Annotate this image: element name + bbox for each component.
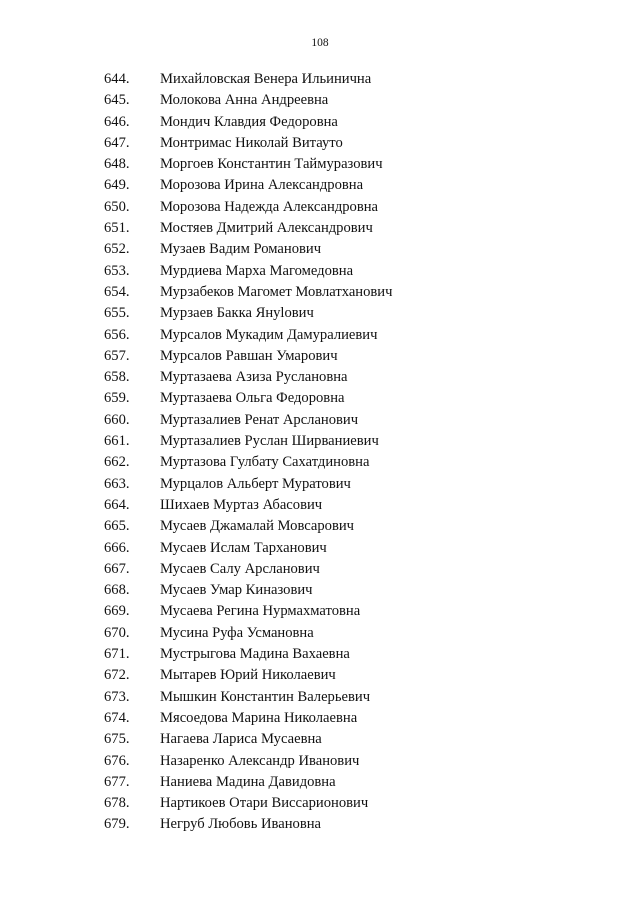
- entry-name: Назаренко Александр Иванович: [160, 752, 360, 769]
- list-item: [0, 154, 640, 175]
- entry-name: Муртазалиев Ренат Арсланович: [160, 411, 359, 428]
- entry-number: 667.: [104, 560, 130, 577]
- entry-name: Мусаев Джамалай Мовсарович: [160, 518, 355, 535]
- list-item: [0, 410, 640, 431]
- list-item: [0, 239, 640, 260]
- entry-name: Мурзаев Бакка Януlович: [160, 305, 314, 322]
- list-item: [0, 69, 640, 90]
- entry-number: 666.: [104, 539, 130, 556]
- entry-number: 678.: [104, 795, 130, 812]
- entry-name: Музаев Вадим Романович: [160, 241, 322, 258]
- entry-name: Наниева Мадина Давидовна: [160, 773, 336, 790]
- entry-number: 668.: [104, 582, 130, 599]
- list-item: [0, 261, 640, 282]
- list-item: [0, 814, 640, 835]
- list-item: [0, 388, 640, 409]
- entry-number: 676.: [104, 752, 130, 769]
- entry-name: Морозова Ирина Александровна: [160, 177, 364, 194]
- entry-number: 645.: [104, 92, 130, 109]
- list-item: [0, 687, 640, 708]
- entry-name: Мясоедова Марина Николаевна: [160, 709, 358, 726]
- list-item: [0, 580, 640, 601]
- entry-name: Шихаев Муртаз Абасович: [160, 496, 323, 513]
- entry-number: 679.: [104, 816, 130, 833]
- page-number: 108: [311, 37, 329, 49]
- list-item: [0, 452, 640, 473]
- list-item: [0, 559, 640, 580]
- entry-number: 665.: [104, 518, 130, 535]
- entry-name: Муртазаева Азиза Руслановна: [160, 369, 348, 386]
- entry-name: Мусина Руфа Усмановна: [160, 624, 314, 641]
- entry-number: 670.: [104, 624, 130, 641]
- entry-number: 653.: [104, 262, 130, 279]
- entry-number: 649.: [104, 177, 130, 194]
- entry-name: Мусаев Салу Арсланович: [160, 560, 320, 577]
- entry-name: Морозова Надежда Александровна: [160, 198, 379, 215]
- list-item: [0, 431, 640, 452]
- entry-name: Муртазаева Ольга Федоровна: [160, 390, 345, 407]
- entry-number: 660.: [104, 411, 130, 428]
- entry-number: 652.: [104, 241, 130, 258]
- list-item: [0, 282, 640, 303]
- list-item: [0, 708, 640, 729]
- list-item: [0, 772, 640, 793]
- list-item: [0, 303, 640, 324]
- list-item: [0, 729, 640, 750]
- name-list: [0, 69, 640, 836]
- entry-name: Мышкин Константин Валерьевич: [160, 688, 371, 705]
- entry-number: 671.: [104, 646, 130, 663]
- entry-number: 654.: [104, 283, 130, 300]
- entry-number: 647.: [104, 134, 130, 151]
- entry-name: Мусаев Ислам Тарханович: [160, 539, 327, 556]
- entry-name: Михайловская Венера Ильинична: [160, 71, 372, 87]
- list-item: [0, 367, 640, 388]
- list-item: [0, 112, 640, 133]
- list-item: [0, 601, 640, 622]
- list-item: [0, 175, 640, 196]
- entry-number: 674.: [104, 709, 130, 726]
- entry-name: Мытарев Юрий Николаевич: [160, 667, 336, 684]
- list-item: [0, 197, 640, 218]
- list-item: [0, 644, 640, 665]
- entry-number: 663.: [104, 475, 130, 492]
- entry-number: 673.: [104, 688, 130, 705]
- entry-number: 655.: [104, 305, 130, 322]
- list-item: [0, 90, 640, 111]
- entry-name: Нартикоев Отари Виссарионович: [160, 795, 369, 812]
- entry-name: Моргоев Константин Таймуразович: [160, 156, 383, 173]
- entry-name: Мостяев Дмитрий Александрович: [160, 220, 373, 237]
- entry-name: Негруб Любовь Ивановна: [160, 816, 322, 833]
- entry-number: 658.: [104, 369, 130, 386]
- list-item: [0, 133, 640, 154]
- list-item: [0, 538, 640, 559]
- entry-number: 646.: [104, 113, 130, 130]
- entry-number: 659.: [104, 390, 130, 407]
- list-item: [0, 665, 640, 686]
- entry-name: Мурсалов Мукадим Дамуралиевич: [160, 326, 378, 343]
- entry-name: Муртазалиев Руслан Ширваниевич: [160, 433, 379, 450]
- entry-number: 662.: [104, 454, 130, 471]
- list-item: [0, 793, 640, 814]
- entry-name: Мусаева Регина Нурмахматовна: [160, 603, 361, 620]
- entry-number: 669.: [104, 603, 130, 620]
- list-item: [0, 495, 640, 516]
- entry-number: 650.: [104, 198, 130, 215]
- list-item: [0, 325, 640, 346]
- entry-number: 661.: [104, 433, 130, 450]
- list-item: [0, 346, 640, 367]
- entry-number: 644.: [104, 71, 130, 87]
- entry-name: Мустрыгова Мадина Вахаевна: [160, 646, 350, 663]
- entry-name: Мурдиева Марха Магомедовна: [160, 262, 354, 279]
- entry-name: Муртазова Гулбату Сахатдиновна: [160, 454, 370, 471]
- entry-name: Мурцалов Альберт Муратович: [160, 475, 351, 492]
- entry-name: Молокова Анна Андреевна: [160, 92, 329, 109]
- entry-name: Мондич Клавдия Федоровна: [160, 113, 338, 130]
- list-item: [0, 474, 640, 495]
- entry-number: 648.: [104, 156, 130, 173]
- entry-name: Мусаев Умар Киназович: [160, 582, 313, 599]
- entry-number: 677.: [104, 773, 130, 790]
- entry-number: 664.: [104, 496, 130, 513]
- entry-number: 672.: [104, 667, 130, 684]
- entry-name: Мурзабеков Магомет Мовлатханович: [160, 283, 393, 300]
- list-item: [0, 516, 640, 537]
- entry-number: 656.: [104, 326, 130, 343]
- entry-number: 657.: [104, 347, 130, 364]
- list-item: [0, 623, 640, 644]
- list-item: [0, 218, 640, 239]
- entry-number: 651.: [104, 220, 130, 237]
- entry-number: 675.: [104, 731, 130, 748]
- entry-name: Мурсалов Равшан Умарович: [160, 347, 338, 364]
- entry-name: Монтримас Николай Витауто: [160, 134, 343, 151]
- list-item: [0, 751, 640, 772]
- entry-name: Нагаева Лариса Мусаевна: [160, 731, 322, 748]
